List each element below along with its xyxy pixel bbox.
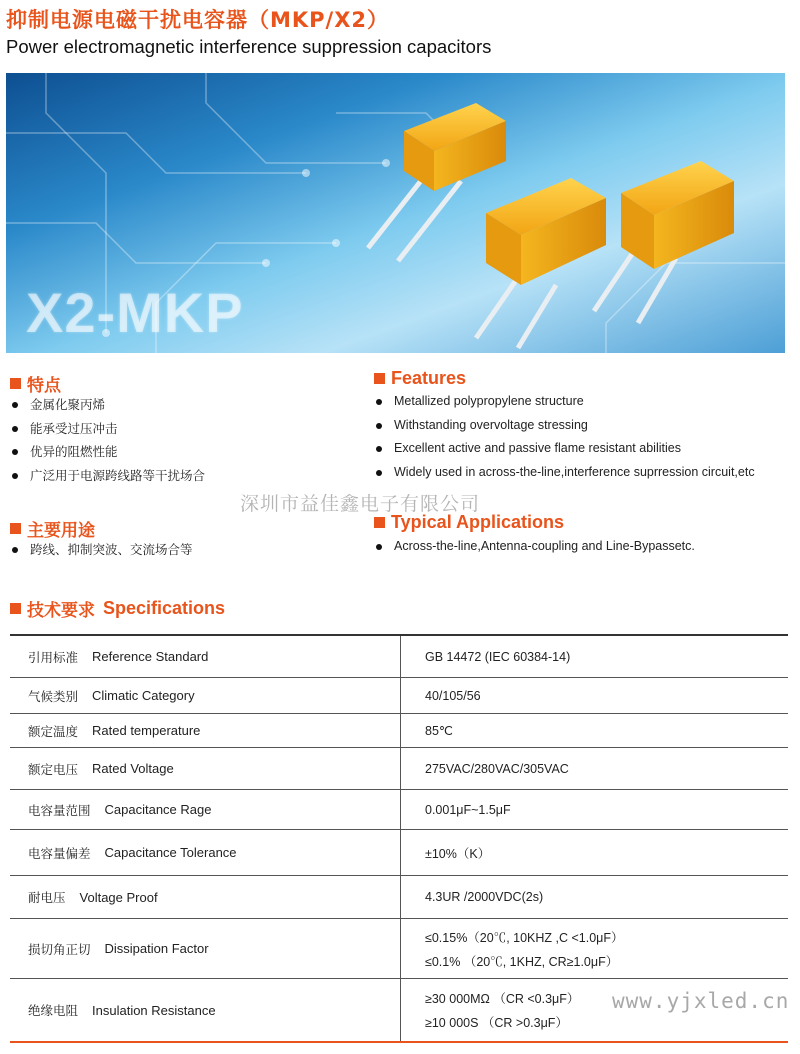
applications-en-heading-text: Typical Applications [391,512,565,532]
features-en-heading-text: Features [391,368,467,388]
table-row [10,919,788,979]
spec-label-en: Climatic Category [92,688,195,703]
spec-label-en: Capacitance Tolerance [104,845,237,860]
list-item-text: 跨线、抑制突波、交流场合等 [30,542,193,557]
list-item [10,393,205,417]
bullet-icon [12,547,18,553]
spec-label-en: Rated temperature [92,723,201,738]
website-watermark: www.yjxled.cn [612,989,790,1013]
spec-value-text: ≤0.1% （20℃, 1KHZ, CR≥1.0μF） [425,954,619,969]
spec-label-cn: 气候类别 [28,688,79,704]
list-item [10,417,205,441]
spec-value [401,714,788,747]
list-item-text: 广泛用于电源跨线路等干扰场合 [30,467,206,483]
list-item [374,461,755,485]
spec-value-text: 40/105/56 [425,688,481,703]
bullet-icon [376,544,382,550]
spec-label [10,876,401,918]
table-row [10,714,788,748]
spec-label-cn: 绝缘电阻 [28,1003,79,1018]
features-en-heading [374,368,466,389]
spec-label [10,830,401,875]
bullet-icon [376,470,382,476]
capacitor-image [368,103,506,261]
list-item [374,414,755,438]
list-item-text: Metallized polypropylene structure [394,394,584,408]
page-title-cn: 抑制电源电磁干扰电容器（MKP/X2） [6,8,390,32]
spec-value-text: ≤0.15%（20℃, 10KHZ ,C <1.0μF） [425,930,624,945]
spec-label-cn: 额定电压 [28,761,79,777]
bullet-icon [12,402,18,408]
spec-label [10,678,401,713]
spec-label-cn: 电容量范围 [28,802,91,818]
spec-value [401,748,788,789]
section-marker-icon [10,603,21,614]
list-item [10,440,205,464]
specifications-heading-en: Specifications [103,598,226,618]
features-en-list [374,390,755,484]
company-watermark: 深圳市益佳鑫电子有限公司 [240,493,481,515]
bullet-icon [12,473,18,479]
features-cn-heading-text: 特点 [27,376,61,396]
applications-cn-list [10,538,193,562]
bullet-icon [376,399,382,405]
specifications-heading-cn: 技术要求 [27,601,95,621]
list-item-text: 能承受过压冲击 [30,420,118,436]
spec-label-en: Dissipation Factor [104,941,209,956]
specifications-heading [10,596,225,621]
bullet-icon [376,446,382,452]
spec-label-en: Voltage Proof [79,889,158,905]
spec-label-cn: 额定温度 [28,723,79,739]
spec-label-cn: 引用标准 [28,649,79,665]
list-item-text: Withstanding overvoltage stressing [394,417,588,432]
section-marker-icon [10,523,21,534]
spec-label [10,790,401,829]
spec-label-en: Insulation Resistance [92,1002,216,1018]
capacitor-image [594,161,734,323]
spec-value-text: ≥30 000MΩ （CR <0.3μF） [425,992,580,1006]
spec-value-text: GB 14472 (IEC 60384-14) [425,649,571,664]
table-row [10,678,788,714]
list-item [10,464,205,488]
list-item-text: Excellent active and passive flame resistant abilities [394,441,681,455]
table-row [10,830,788,876]
list-item [374,437,755,461]
list-item [374,390,755,414]
list-item-text: Widely used in across-the-line,interference suprression circuit,etc [394,464,755,479]
applications-en-heading [374,512,564,533]
spec-label [10,979,401,1041]
spec-label [10,919,401,978]
list-item [10,538,193,562]
spec-value [401,790,788,829]
table-row [10,876,788,919]
spec-label [10,714,401,747]
bullet-icon [12,449,18,455]
page-title-en: Power electromagnetic interference suppression capacitors [6,36,492,57]
spec-label [10,636,401,677]
list-item [374,535,695,559]
list-item-text: 金属化聚丙烯 [30,397,106,412]
list-item-text: Across-the-line,Antenna-coupling and Line-Bypassetc. [394,539,695,553]
hero-banner [6,73,785,353]
specifications-table [10,634,788,1043]
applications-cn-heading-text: 主要用途 [27,521,95,541]
section-marker-icon [374,517,385,528]
section-marker-icon [10,378,21,389]
spec-value [401,636,788,677]
spec-value [401,678,788,713]
spec-value-text: 0.001μF~1.5μF [425,802,511,817]
spec-label-en: Rated Voltage [92,761,174,776]
hero-product-label: X2-MKP [26,281,244,344]
spec-value [401,830,788,875]
spec-label [10,748,401,789]
spec-value [401,919,788,978]
spec-value-text: 85℃ [425,724,453,738]
table-row [10,636,788,678]
list-item-text: 优异的阻燃性能 [30,444,118,459]
spec-value-text: 275VAC/280VAC/305VAC [425,761,569,776]
spec-value-text: 4.3UR /2000VDC(2s) [425,890,544,904]
section-marker-icon [374,373,385,384]
capacitor-image [476,178,606,348]
spec-label-cn: 耐电压 [28,890,66,905]
spec-value-text: ±10%（K） [425,846,491,861]
spec-value [401,876,788,918]
table-row [10,790,788,830]
bullet-icon [12,426,18,432]
spec-label-cn: 电容量偏差 [28,845,91,861]
spec-label-en: Reference Standard [92,649,209,664]
bullet-icon [376,423,382,429]
applications-en-list [374,535,695,559]
features-cn-list [10,393,205,487]
spec-label-en: Capacitance Rage [104,802,212,817]
table-row [10,748,788,790]
spec-value-text: ≥10 000S （CR >0.3μF） [425,1016,568,1030]
spec-label-cn: 损切角正切 [28,941,91,957]
